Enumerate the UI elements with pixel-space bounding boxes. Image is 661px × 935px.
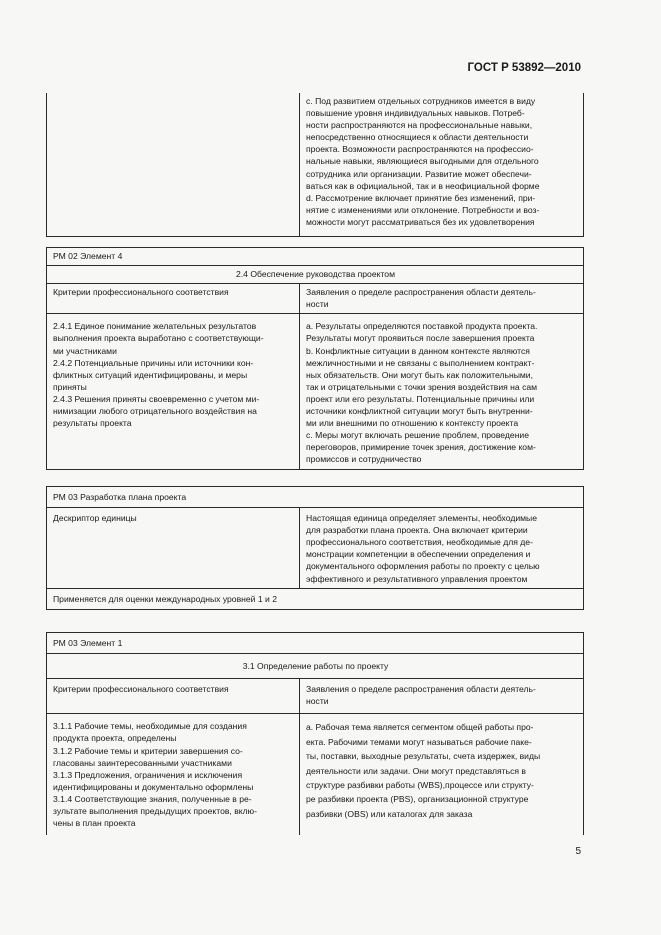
text-line: гласованы заинтересованными участниками [53,757,232,768]
unit-title: РМ 03 Элемент 1 [47,633,584,654]
statements-cell [300,314,584,469]
text-line: результаты проекта [53,418,132,429]
text-line: 2.4.3 Решения приняты своевременно с учетом ми- [53,393,260,404]
text-line: ми или внешними по отношению к контексту проекта [306,418,519,429]
element-title: 2.4 Обеспечение руководства проектом [47,266,584,284]
text-line: b. Конфликтные ситуации в данном контексте являются [306,345,530,356]
text-line: 2.4.1 Единое понимание желательных результатов [53,321,257,332]
text-line: нятие с изменениями или отклонение. Потребности и воз- [306,204,540,215]
text-line: выполнения проекта выработано с соответствующи- [53,333,264,344]
text-line: нальные навыки, являющиеся выгодными для отдельного [306,156,539,167]
text-line: сотрудника или организации. Развитие может обеспечи- [306,168,532,179]
criteria-cell [47,714,300,836]
text-line: повышение уровня индивидуальных навыков. Потреб- [306,108,525,119]
text-line: Заявления о пределе распространения области деятель- [306,287,536,298]
page-number: 5 [575,846,581,857]
text-line: ты, поставки, выходные результаты, счета издержек, виды [306,751,541,762]
continuation-statements [300,93,584,237]
text-line: ности распространяются на профессиональные навыки, [306,120,533,131]
text-line: переговоров, примирение точек зрения, достижение ком- [306,442,536,453]
text-line: межличностными и не связаны с выполнением контракт- [306,357,535,368]
text-line: a. Результаты определяются поставкой продукта проекта. [306,321,538,332]
text-line: источники конфликтной ситуации могут быть внутренни- [306,406,533,417]
statements-header [300,284,584,314]
criteria-header: Критерии профессионального соответствия [47,679,300,714]
text-line: монстрации компетенции в обеспечении определения и [306,549,531,560]
unit-title: РМ 02 Элемент 4 [47,248,584,266]
text-line: 3.1.4 Соответствующие знания, полученные в ре- [53,793,252,804]
text-line: чены в план проекта [53,818,136,829]
text-line: Заявления о пределе распространения области деятель- [306,684,536,695]
text-line: профессионального соответствия, необходимые для де- [306,537,533,548]
text-line: фликтных ситуаций идентифицированы, и меры [53,369,248,380]
text-line: Настоящая единица определяет элементы, необходимые [306,513,538,524]
text-line: ности [306,696,329,707]
statements-cell [300,714,584,836]
text-line: 2.4.2 Потенциальные причины или источники кон- [53,357,254,368]
text-line: d. Рассмотрение включает принятие без изменений, при- [306,192,536,203]
text-line: продукта проекта, определены [53,733,177,744]
text-line: идентифицированы и документально оформлены [53,781,254,792]
empty-cell [47,93,300,237]
pm03-element1-table [46,632,584,835]
applies-note: Применяется для оценки международных уровней 1 и 2 [47,588,584,609]
text-line: приняты [53,381,87,392]
text-line: нимизации любого отрицательного воздействия на [53,406,257,417]
text-line: проекта. Возможности распространяются на профессио- [306,144,534,155]
text-line: екта. Рабочими темами могут называться рабочие паке- [306,736,532,747]
text-line: можности могут рассматриваться без их удовлетворения [306,216,535,227]
descriptor-label: Дескриптор единицы [47,508,300,589]
text-line: ваться как в официальной, так и в неофициальной форме [306,180,540,191]
continuation-table [46,93,584,237]
text-line: 3.1.2 Рабочие темы и критерии завершения со- [53,745,243,756]
text-line: так и отрицательными с точки зрения воздействия на сам [306,381,538,392]
text-line: 3.1.3 Предложения, ограничения и исключения [53,769,243,780]
text-line: документального оформления работы по проекту с целью [306,561,540,572]
element-title: 3.1 Определение работы по проекту [47,654,584,679]
text-line: ре разбивки проекта (PBS), организационной структуре [306,794,529,805]
text-line: проект или его результаты. Потенциальные причины или [306,393,535,404]
text-line: Результаты могут проявиться после завершения проекта [306,333,535,344]
unit-title: РМ 03 Разработка плана проекта [47,487,584,508]
text-line: деятельности или задачи. Они могут представляться в [306,765,526,776]
criteria-cell [47,314,300,469]
text-line: ми участниками [53,345,117,356]
text-line: c. Под развитием отдельных сотрудников имеется в виду [306,96,536,106]
pm03-unit-table [46,486,584,610]
document-id: ГОСТ Р 53892—2010 [467,62,581,74]
text-line: для разработки плана проекта. Она включает критерии [306,525,528,536]
criteria-header: Критерии профессионального соответствия [47,284,300,314]
descriptor-cell [300,508,584,589]
text-line: эффективного и результативного управления проектом [306,573,528,584]
text-line: a. Рабочая тема является сегментом общей работы про- [306,722,534,733]
text-line: промиссов и сотрудничество [306,454,422,465]
text-line: c. Меры могут включать решение проблем, проведение [306,430,530,441]
text-line: ных обязательств. Они могут быть как положительными, [306,369,533,380]
text-line: ности [306,299,329,310]
text-line: разбивки (OBS) или каталогах для заказа [306,808,473,819]
text-line: зультате выполнения предыдущих проектов, вклю- [53,806,257,817]
text-line: 3.1.1 Рабочие темы, необходимые для создания [53,721,247,732]
pm02-element4-table [46,247,584,470]
text-line: непосредственно относящиеся к области деятельности [306,132,529,143]
statements-header [300,679,584,714]
text-line: структуре разбивки работы (WBS),процессе или структу- [306,780,534,790]
